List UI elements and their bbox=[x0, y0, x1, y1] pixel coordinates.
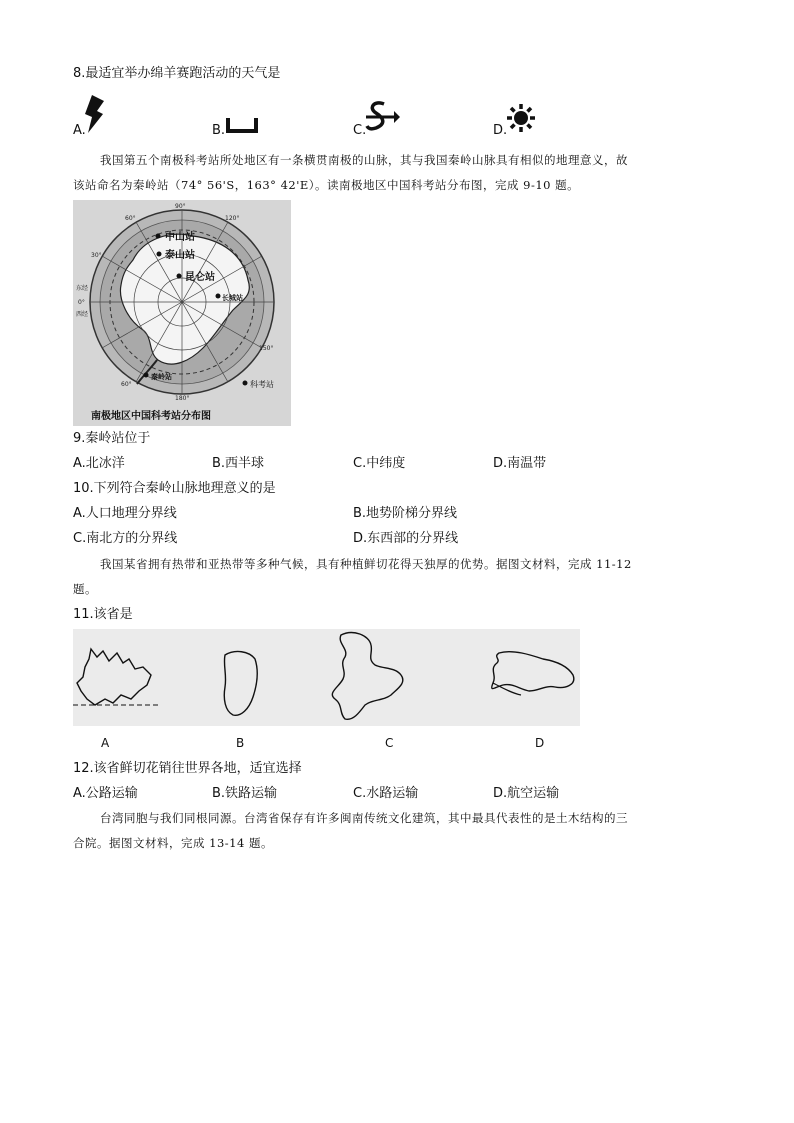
lon-label: 0° bbox=[78, 299, 85, 306]
q8-option-c-letter: C. bbox=[353, 123, 367, 138]
q12-option-b: B.铁路运输 bbox=[212, 786, 278, 801]
q11-option-d: D bbox=[535, 736, 545, 750]
q12-option-a: A.公路运输 bbox=[73, 786, 138, 801]
lon-label: 90° bbox=[175, 203, 186, 210]
sunny-icon bbox=[506, 103, 536, 133]
station-label: 长城站 bbox=[222, 294, 243, 302]
antarctic-station-map bbox=[73, 200, 291, 426]
lon-label: 东经 bbox=[76, 285, 89, 292]
lightning-icon bbox=[82, 95, 106, 133]
q11-option-c: C bbox=[385, 736, 394, 750]
lon-label: 30° bbox=[91, 252, 102, 259]
passage-3-line-1: 台湾同胞与我们同根同源。台湾省保存有许多闽南传统文化建筑，其中最具代表性的是土木结构的三 bbox=[100, 811, 628, 825]
q9-stem: 9.秦岭站位于 bbox=[73, 431, 151, 446]
lon-label: 60° bbox=[121, 381, 132, 388]
q12-stem: 12.该省鲜切花销往世界各地，适宜选择 bbox=[73, 761, 302, 776]
sandstorm-icon bbox=[364, 100, 400, 134]
q10-option-b: B.地势阶梯分界线 bbox=[353, 506, 458, 521]
q8-stem: 8.最适宜举办绵羊赛跑活动的天气是 bbox=[73, 66, 281, 81]
station-label: 泰山站 bbox=[165, 250, 195, 261]
lon-label: 150° bbox=[259, 345, 274, 352]
q12-option-d: D.航空运输 bbox=[493, 786, 560, 801]
q11-stem: 11.该省是 bbox=[73, 607, 133, 622]
q9-option-d: D.南温带 bbox=[493, 456, 547, 471]
q8-option-a-letter: A. bbox=[73, 123, 86, 138]
station-label: 秦岭站 bbox=[151, 373, 172, 381]
q11-option-a: A bbox=[101, 736, 110, 750]
q9-option-a: A.北冰洋 bbox=[73, 456, 125, 471]
q10-option-c: C.南北方的分界线 bbox=[73, 531, 178, 546]
passage-3-line-2: 合院。据图文材料，完成 13-14 题。 bbox=[73, 836, 273, 850]
passage-2-line-2: 题。 bbox=[73, 582, 97, 596]
lon-label: 西经 bbox=[76, 311, 89, 318]
q8-option-d-letter: D. bbox=[493, 123, 508, 138]
passage-1-line-2: 该站命名为秦岭站（74° 56'S，163° 42'E）。读南极地区中国科考站分布图，完成 9-10 题。 bbox=[73, 178, 580, 192]
q10-option-a: A.人口地理分界线 bbox=[73, 506, 177, 521]
map-caption: 南极地区中国科考站分布图 bbox=[91, 411, 211, 422]
passage-1-line-1: 我国第五个南极科考站所处地区有一条横贯南极的山脉，其与我国秦岭山脉具有相似的地理意义，故 bbox=[100, 153, 628, 167]
q10-stem: 10.下列符合秦岭山脉地理意义的是 bbox=[73, 481, 276, 496]
q9-option-c: C.中纬度 bbox=[353, 456, 406, 471]
q8-option-b-letter: B. bbox=[212, 123, 226, 138]
station-label: 中山站 bbox=[165, 232, 195, 243]
q11-option-b: B bbox=[236, 736, 245, 750]
province-outline-figure bbox=[73, 629, 580, 726]
q10-option-d: D.东西部的分界线 bbox=[353, 531, 459, 546]
lon-label: 60° bbox=[125, 215, 136, 222]
lon-label: 180° bbox=[175, 395, 190, 402]
q12-option-c: C.水路运输 bbox=[353, 786, 419, 801]
q9-option-b: B.西半球 bbox=[212, 456, 265, 471]
station-label: 昆仑站 bbox=[185, 272, 215, 283]
passage-2-line-1: 我国某省拥有热带和亚热带等多种气候，具有种植鲜切花得天独厚的优势。据图文材料，完成 11-12 bbox=[100, 557, 632, 571]
legend-label: 科考站 bbox=[250, 380, 274, 389]
lon-label: 120° bbox=[225, 215, 240, 222]
snow-depth-icon bbox=[224, 116, 260, 134]
